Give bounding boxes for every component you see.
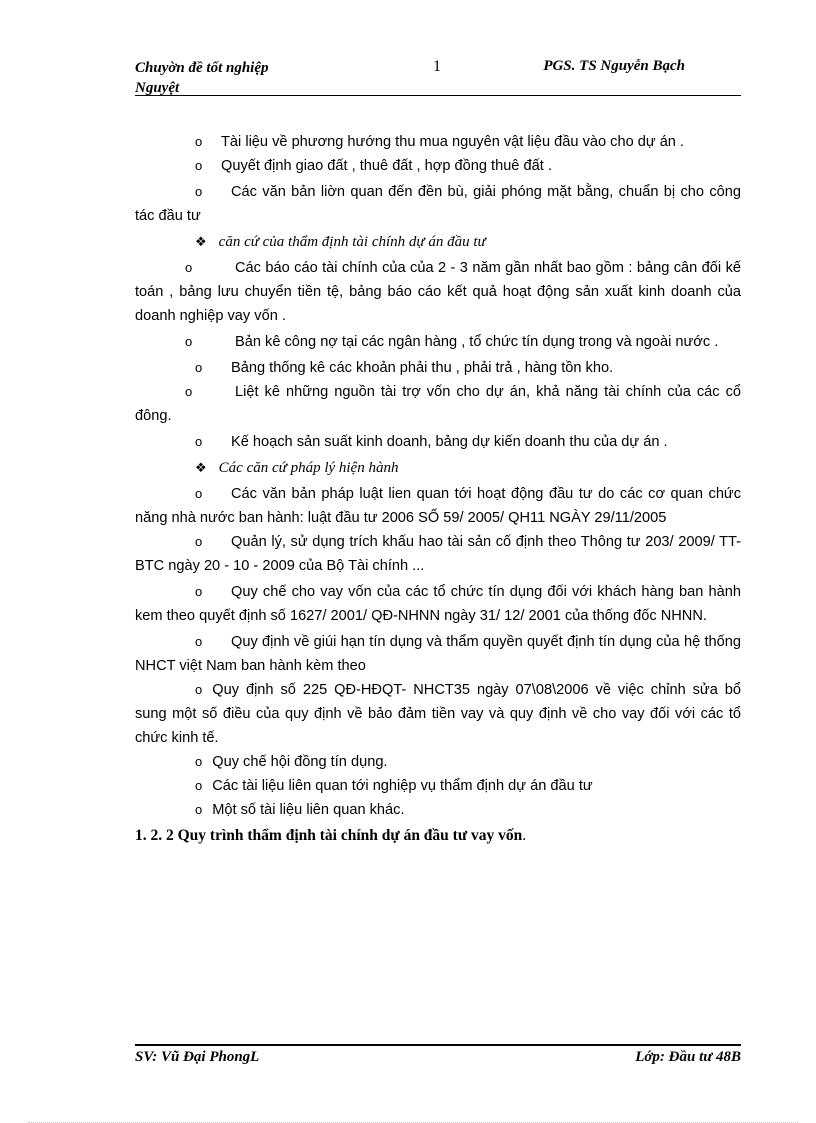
page-number: 1 xyxy=(433,58,441,75)
list-item: o Quy chế cho vay vốn của các tổ chức tín dụng đối với khách hàng ban hành kem theo quyết định số 1627/ 2001/ QĐ-NHNN ngày 31/ 12/ 2001 của thống đốc NHNN. xyxy=(135,580,741,628)
circle-bullet-icon: o xyxy=(195,360,203,375)
circle-bullet-icon: o xyxy=(195,778,203,793)
circle-bullet-icon: o xyxy=(195,634,203,649)
list-item: o Quy định về giúi hạn tín dụng và thẩm quyền quyết định tín dụng của hệ thống NHCT việt Nam ban hành kèm theo xyxy=(135,630,741,678)
list-item: o Các báo cáo tài chính của của 2 - 3 năm gần nhất bao gồm : bảng cân đối kế toán , bảng lưu chuyển tiền tệ, bảng báo cáo kết quả hoạt động sản xuất kinh doanh của doanh nghiệp vay vốn . xyxy=(135,256,741,328)
list-item: o Tài liệu về phương hướng thu mua nguyên vật liệu đầu vào cho dự án . xyxy=(135,130,741,154)
circle-bullet-icon: o xyxy=(195,134,203,149)
diamond-bullet-icon: ❖ xyxy=(195,234,207,249)
page-footer xyxy=(135,1049,741,1069)
header-left-line2: Nguyệt xyxy=(135,80,180,96)
section-heading: 1. 2. 2 Quy trình thẩm định tài chính dự án đầu tư vay vốn. xyxy=(135,827,527,844)
list-item: o Quy định số 225 QĐ-HĐQT- NHCT35 ngày 07\08\2006 về việc chỉnh sửa bổ sung một số điều của quy định về bảo đảm tiền vay và quy định về cho vay đối với các tổ chức kinh tế. xyxy=(135,678,741,750)
list-item: o Các tài liệu liên quan tới nghiệp vụ thẩm định dự án đầu tư xyxy=(135,774,741,798)
document-body xyxy=(135,130,741,864)
footer-right: Lớp: Đầu tư 48B xyxy=(635,1049,741,1065)
list-item: o Một số tài liệu liên quan khác. xyxy=(135,798,741,822)
list-item: o Kế hoạch sản suất kinh doanh, bảng dự kiến doanh thu của dự án . xyxy=(135,430,741,454)
header-divider xyxy=(135,95,741,96)
circle-bullet-icon: o xyxy=(195,486,203,501)
circle-bullet-icon: o xyxy=(195,434,203,449)
header-left-line1: Chuyờn đề tốt nghiệp xyxy=(135,60,269,76)
list-item: o Bảng thống kê các khoản phải thu , phải trả , hàng tồn kho. xyxy=(135,356,741,380)
header-left xyxy=(135,58,269,98)
list-item: o Các văn bản liờn quan đến đền bù, giải phóng mặt bằng, chuẩn bị cho công tác đầu tư xyxy=(135,180,741,228)
subheading: ❖ căn cứ của thẩm định tài chính dự án đầu tư xyxy=(135,228,741,256)
list-item: o Quyết định giao đất , thuê đất , hợp đồng thuê đất . xyxy=(135,154,741,178)
circle-bullet-icon: o xyxy=(195,534,203,549)
list-item: o Liệt kê những nguồn tài trợ vốn cho dự án, khả năng tài chính của các cổ đông. xyxy=(135,380,741,428)
page-header xyxy=(135,56,741,96)
diamond-bullet-icon: ❖ xyxy=(195,460,207,475)
list-item: o Các văn bản pháp luật lien quan tới hoạt động đầu tư do các cơ quan chức năng nhà nước ban hành: luật đầu tư 2006 SỐ 59/ 2005/ QH11 NGÀY 29/11/2005 xyxy=(135,482,741,530)
circle-bullet-icon: o xyxy=(185,260,193,275)
circle-bullet-icon: o xyxy=(185,384,193,399)
circle-bullet-icon: o xyxy=(195,158,203,173)
circle-bullet-icon: o xyxy=(185,334,193,349)
list-item: o Bản kê công nợ tại các ngân hàng , tổ chức tín dụng trong và ngoài nước . xyxy=(135,330,741,354)
list-item: o Quy chế hội đồng tín dụng. xyxy=(135,750,741,774)
footer-left: SV: Vũ Đại PhongL xyxy=(135,1049,260,1065)
circle-bullet-icon: o xyxy=(195,184,203,199)
circle-bullet-icon: o xyxy=(195,802,203,817)
circle-bullet-icon: o xyxy=(195,754,203,769)
subheading: ❖ Các căn cứ pháp lý hiện hành xyxy=(135,454,741,482)
circle-bullet-icon: o xyxy=(195,682,203,697)
header-right: PGS. TS Nguyễn Bạch xyxy=(543,58,685,74)
footer-divider xyxy=(135,1044,741,1046)
circle-bullet-icon: o xyxy=(195,584,203,599)
list-item: o Quản lý, sử dụng trích khấu hao tài sản cố định theo Thông tư 203/ 2009/ TT-BTC ngày 20 - 10 - 2009 của Bộ Tài chính ... xyxy=(135,530,741,578)
